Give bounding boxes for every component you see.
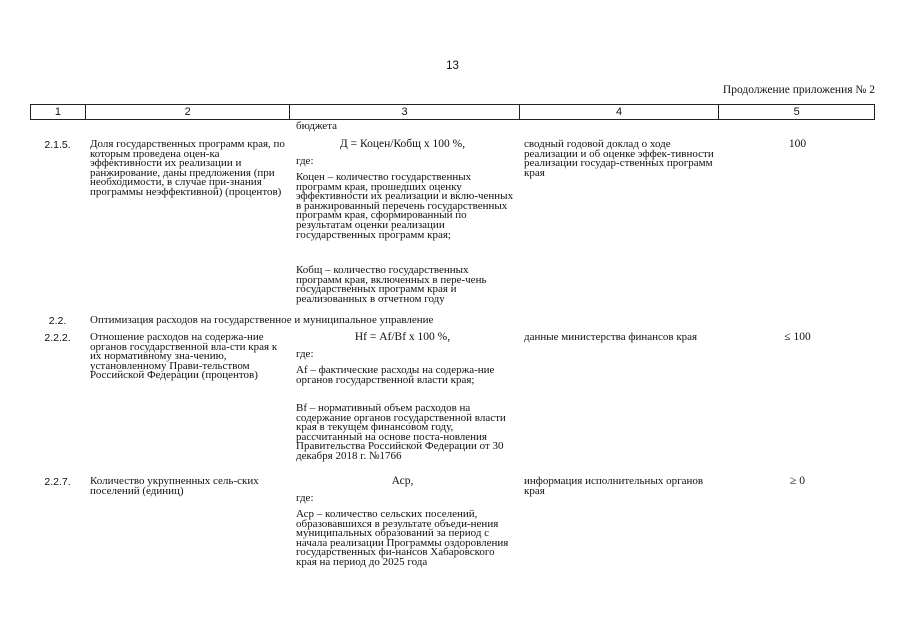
header-col-5: 5 bbox=[793, 106, 800, 118]
definition: Коцен – количество государственных программ края, прошедших оценку эффективности их реализации и вклю-ченных в ранжированный перечень государственных программ края, сформированный по результатам оценки реализации государственных программ края; bbox=[296, 171, 514, 241]
formula: Д = Коцен/Кобщ х 100 %, bbox=[339, 138, 466, 150]
formula-where: где: bbox=[296, 155, 314, 167]
definition: Вf – нормативный объем расходов на содержание органов государственной власти края в текущем финансовом году, рассчитанный на основе поста-новления Правительства Российской Федерации от 30 декабря 2018 г. №1766 bbox=[296, 402, 506, 462]
continuation-caption: Продолжение приложения № 2 bbox=[722, 84, 875, 96]
row-number: 2.1.5. bbox=[44, 139, 71, 151]
page-number: 13 bbox=[446, 60, 459, 72]
formula: Нf = Аf/Вf х 100 %, bbox=[354, 331, 451, 343]
header-col-3: 3 bbox=[290, 105, 519, 119]
section-number: 2.2. bbox=[48, 315, 67, 327]
table-header-row bbox=[30, 104, 875, 120]
row-number: 2.2.2. bbox=[44, 332, 71, 344]
data-source: сводный годовой доклад о ходе реализации и об оценке эффек-тивности реализации государ-ственных программ края bbox=[524, 138, 714, 179]
row-number: 2.2.7. bbox=[44, 476, 71, 488]
indicator-name: Доля государственных программ края, по которым проведена оцен-ка эффективности их реализации и ранжирование, даны предложения (при необходимости, в случае при-знания программы неэффективной) (процентов) bbox=[90, 138, 285, 198]
indicator-name: Количество укрупненных сель-ских поселений (единиц) bbox=[90, 475, 259, 497]
header-col-2: 2 bbox=[86, 105, 291, 119]
target-value: ≤ 100 bbox=[784, 331, 811, 343]
indicator-name: Отношение расходов на содержа-ние органов государственной вла-сти края к их нормативному зна-чению, установленному Прави-тельством Российской Федерации (процентов) bbox=[90, 331, 278, 382]
target-value: 100 bbox=[788, 138, 807, 150]
formula-where: где: bbox=[296, 492, 314, 504]
formula: Аср, bbox=[391, 475, 414, 487]
data-source: информация исполнительных органов края bbox=[524, 475, 704, 497]
section-title: Оптимизация расходов на государственное и муниципальное управление bbox=[90, 314, 434, 326]
header-col-4: 4 bbox=[520, 105, 720, 119]
formula-where: где: bbox=[296, 348, 314, 360]
definition: Аср – количество сельских поселений, образовавшихся в результате объеди-нения муниципальных образований за период с начала реализации Программы оздоровления государственных фи-нансов Хабаровского края на период до 2025 года bbox=[296, 508, 509, 568]
definition: Аf – фактические расходы на содержа-ние органов государственной власти края; bbox=[296, 364, 495, 386]
data-source: данные министерства финансов края bbox=[524, 331, 698, 343]
definition: Кобщ – количество государственных программ края, включенных в пере-чень государственных программ края и реализованных в отчетном году bbox=[296, 264, 487, 305]
header-col-1: 1 bbox=[31, 105, 86, 119]
target-value: ≥ 0 bbox=[790, 475, 805, 487]
continued-text: бюджета bbox=[296, 120, 338, 132]
